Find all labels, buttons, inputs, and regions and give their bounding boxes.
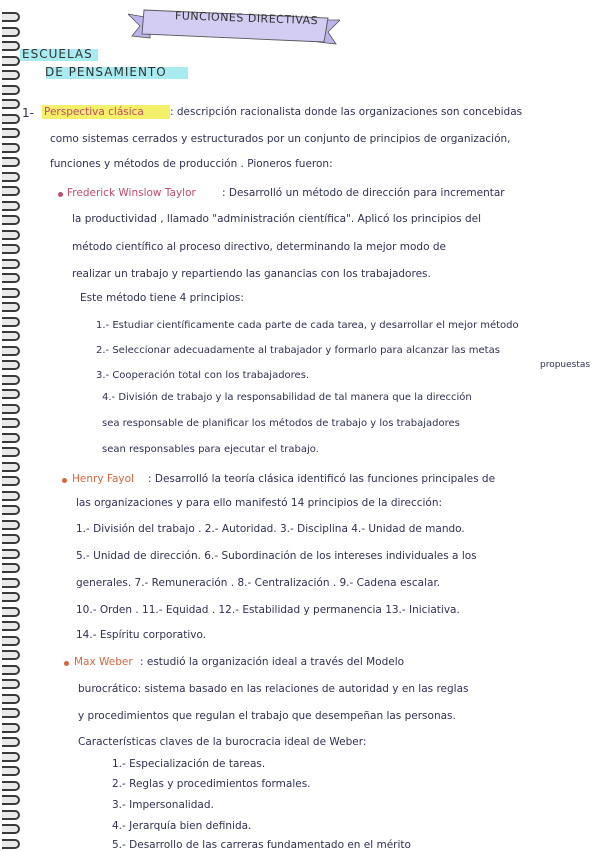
spiral-coil bbox=[2, 172, 20, 182]
spiral-coil bbox=[2, 752, 20, 762]
spiral-coil bbox=[2, 491, 20, 501]
paragraph-line: 5.- Unidad de dirección. 6.- Subordinación de los intereses individuales a los bbox=[76, 550, 477, 562]
paragraph-line: las organizaciones y para ello manifestó 14 principios de la dirección: bbox=[76, 497, 443, 509]
paragraph-line: 1.- División del trabajo . 2.- Autoridad. 3.- Disciplina 4.- Unidad de mando. bbox=[76, 523, 465, 535]
spiral-coil bbox=[2, 520, 20, 530]
spiral-coil bbox=[2, 273, 20, 283]
spiral-coil bbox=[2, 302, 20, 312]
spiral-coil bbox=[2, 839, 20, 849]
principle-item: sea responsable de planificar los métodos de trabajo y los trabajadores bbox=[102, 418, 460, 429]
name-taylor: Frederick Winslow Taylor bbox=[67, 187, 196, 199]
spiral-coil bbox=[2, 534, 20, 544]
spiral-coil bbox=[2, 621, 20, 631]
paragraph-line: Características claves de la burocracia ideal de Weber: bbox=[78, 736, 367, 748]
spiral-binding bbox=[0, 0, 24, 848]
spiral-coil bbox=[2, 360, 20, 370]
spiral-coil bbox=[2, 70, 20, 80]
spiral-coil bbox=[2, 433, 20, 443]
spiral-coil bbox=[2, 766, 20, 776]
spiral-coil bbox=[2, 824, 20, 834]
banner-title: FUNCIONES DIRECTIVAS bbox=[174, 9, 319, 28]
spiral-coil bbox=[2, 505, 20, 515]
spiral-coil bbox=[2, 781, 20, 791]
spiral-coil bbox=[2, 12, 20, 22]
name-fayol: Henry Fayol bbox=[72, 473, 134, 485]
principle-item: sean responsables para ejecutar el trabajo. bbox=[102, 444, 319, 455]
paragraph-line: : descripción racionalista donde las organizaciones son concebidas bbox=[170, 106, 523, 118]
paragraph-line: como sistemas cerrados y estructurados por un conjunto de principios de organización, bbox=[50, 133, 511, 145]
paragraph-line: 14.- Espíritu corporativo. bbox=[76, 629, 207, 641]
spiral-coil bbox=[2, 592, 20, 602]
spiral-coil bbox=[2, 679, 20, 689]
spiral-coil bbox=[2, 27, 20, 37]
spiral-coil bbox=[2, 694, 20, 704]
spiral-coil bbox=[2, 85, 20, 95]
spiral-coil bbox=[2, 650, 20, 660]
heading-pensamiento: DE PENSAMIENTO bbox=[45, 65, 167, 79]
spiral-coil bbox=[2, 404, 20, 414]
spiral-coil bbox=[2, 230, 20, 240]
section-number: 1- bbox=[22, 106, 34, 120]
paragraph-line: : estudió la organización ideal a través del Modelo bbox=[140, 656, 405, 668]
term-perspectiva-clasica: Perspectiva clásica bbox=[44, 106, 144, 118]
heading-escuelas: ESCUELAS bbox=[22, 47, 93, 61]
paragraph-line: Este método tiene 4 principios: bbox=[80, 292, 244, 304]
spiral-coil bbox=[2, 143, 20, 153]
bullet-dot bbox=[62, 478, 67, 483]
principle-item: 4.- División de trabajo y la responsabilidad de tal manera que la dirección bbox=[102, 392, 472, 403]
spiral-coil bbox=[2, 215, 20, 225]
principle-item-continued: propuestas bbox=[540, 360, 591, 370]
name-weber: Max Weber bbox=[74, 656, 133, 668]
spiral-coil bbox=[2, 665, 20, 675]
spiral-coil bbox=[2, 186, 20, 196]
spiral-coil bbox=[2, 549, 20, 559]
spiral-coil bbox=[2, 418, 20, 428]
paragraph-line: método científico al proceso directivo, determinando la mejor modo de bbox=[72, 241, 446, 253]
list-item: 4.- Jerarquía bien definida. bbox=[112, 820, 252, 832]
paragraph-line: funciones y métodos de producción . Pioneros fueron: bbox=[50, 158, 333, 170]
bullet-dot bbox=[64, 661, 69, 666]
spiral-coil bbox=[2, 56, 20, 66]
spiral-coil bbox=[2, 737, 20, 747]
paragraph-line: y procedimientos que regulan el trabajo que desempeñan las personas. bbox=[78, 710, 456, 722]
paragraph-line: la productividad , llamado "administración científica". Aplicó los principios del bbox=[72, 213, 481, 225]
spiral-coil bbox=[2, 346, 20, 356]
list-item: 3.- Impersonalidad. bbox=[112, 799, 214, 811]
spiral-coil bbox=[2, 462, 20, 472]
paragraph-line: realizar un trabajo y repartiendo las ganancias con los trabajadores. bbox=[72, 268, 431, 280]
spiral-coil bbox=[2, 259, 20, 269]
paragraph-line: : Desarrolló un método de dirección para incrementar bbox=[222, 187, 505, 199]
spiral-coil bbox=[2, 99, 20, 109]
spiral-coil bbox=[2, 201, 20, 211]
list-item: 2.- Reglas y procedimientos formales. bbox=[112, 778, 311, 790]
spiral-coil bbox=[2, 288, 20, 298]
spiral-coil bbox=[2, 114, 20, 124]
spiral-coil bbox=[2, 317, 20, 327]
paragraph-line: generales. 7.- Remuneración . 8.- Centralización . 9.- Cadena escalar. bbox=[76, 577, 441, 589]
paragraph-line: burocrático: sistema basado en las relaciones de autoridad y en las reglas bbox=[78, 683, 469, 695]
spiral-coil bbox=[2, 447, 20, 457]
paragraph-line: : Desarrolló la teoría clásica identificó las funciones principales de bbox=[148, 473, 496, 485]
bullet-dot bbox=[58, 192, 63, 197]
spiral-coil bbox=[2, 41, 20, 51]
spiral-coil bbox=[2, 795, 20, 805]
spiral-coil bbox=[2, 331, 20, 341]
spiral-coil bbox=[2, 563, 20, 573]
spiral-coil bbox=[2, 375, 20, 385]
spiral-coil bbox=[2, 476, 20, 486]
spiral-coil bbox=[2, 157, 20, 167]
spiral-coil bbox=[2, 810, 20, 820]
principle-item: 3.- Cooperación total con los trabajadores. bbox=[96, 370, 310, 381]
spiral-coil bbox=[2, 128, 20, 138]
spiral-coil bbox=[2, 636, 20, 646]
spiral-coil bbox=[2, 708, 20, 718]
spiral-coil bbox=[2, 723, 20, 733]
paragraph-line: 10.- Orden . 11.- Equidad . 12.- Estabilidad y permanencia 13.- Iniciativa. bbox=[76, 604, 460, 616]
spiral-coil bbox=[2, 244, 20, 254]
list-item: 5.- Desarrollo de las carreras fundamentado en el mérito bbox=[112, 839, 411, 851]
list-item: 1.- Especialización de tareas. bbox=[112, 758, 266, 770]
principle-item: 1.- Estudiar científicamente cada parte de cada tarea, y desarrollar el mejor método bbox=[96, 320, 519, 331]
spiral-coil bbox=[2, 389, 20, 399]
spiral-coil bbox=[2, 578, 20, 588]
spiral-coil bbox=[2, 607, 20, 617]
principle-item: 2.- Seleccionar adecuadamente al trabajador y formarlo para alcanzar las metas bbox=[96, 345, 500, 356]
